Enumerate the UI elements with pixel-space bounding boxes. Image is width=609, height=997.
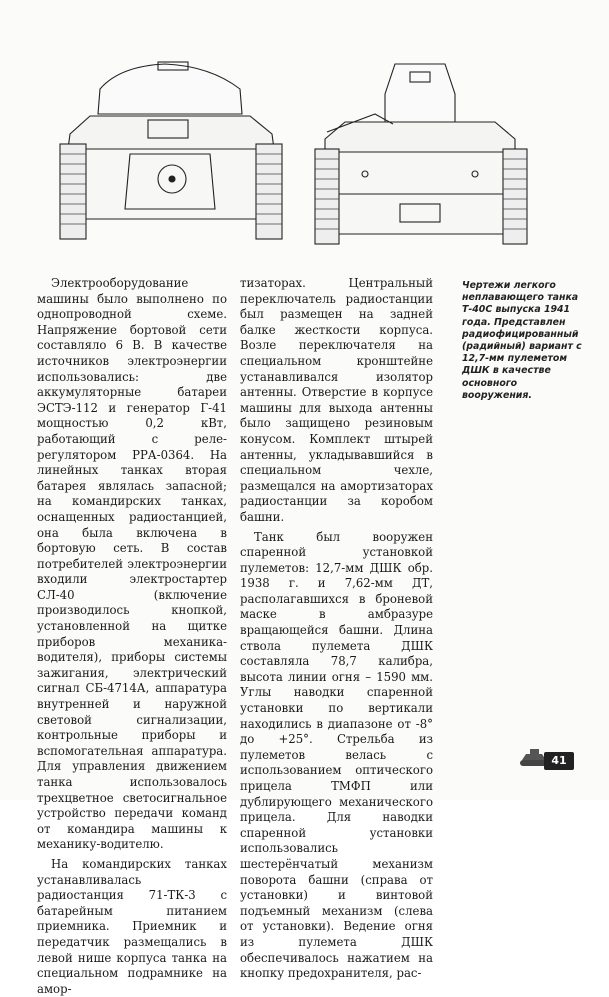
tank-front-view-drawing [60,44,290,264]
paragraph-armament: Танк был вооружен спаренной установкой пулеметов: 12,7-мм ДШК обр. 1938 г. и 7,62-мм ДТ, располагавшихся в броневой маске в амбразуре вращающейся башни. Длина ствола пулемета ДШК составляла 78,7 калибра, высота линии огня – 1590 мм. Углы наводки спаренной установки по вертикали находились в диапазоне от -8° до +25°. Стрельба из пулеметов велась с использованием оптического прицела ТМФП или дублирующего механического прицела. Для наводки спаренной установки использовались шестерёнчатый механизм поворота башни (справа от установки) и винтовой подъемный механизм (слева от установки). Ведение огня из пулемета ДШК обеспечивалось нажатием на кнопку предохранителя, рас- [240,529,433,981]
paragraph-radio: На командирских танках устанавливалась радиостанция 71-ТК-3 с батарейным питанием приемника. Приемник и передатчик размещались в левой нише корпуса танка на специальном подрамнике на амор- [37,856,227,996]
text-column-middle [240,276,433,982]
page-number: 41 [544,752,574,770]
tank-rear-view-drawing [305,44,535,264]
paragraph-electrical: Электрооборудование машины было выполнено по однопроводной схеме. Напряжение бортовой сети составляло 6 В. В качестве источников электроэнергии использовались: две аккумуляторные батареи ЭСТЭ-112 и генератор Г-41 мощностью 0,2 кВт, работающий с реле-регулятором РРА-0364. На линейных танках вторая батарея являлась запасной; на командирских танках, оснащенных радиостанцией, она была включена в бортовую сеть. В состав потребителей электроэнергии входили электростартер СЛ-40 (включение производилось кнопкой, установленной на щитке приборов механика-водителя), приборы системы зажигания, электрический сигнал СБ-4714А, аппаратура внутренней и наружной световой сигнализации, контрольные приборы и вспомогательная аппаратура. Для управления движением танка использовалось трехцветное светосигнальное устройство передачи команд от командира машины к механику-водителю. [37,276,227,852]
text-column-left [37,276,227,997]
figure-caption: Чертежи легкого неплавающего танка Т-40С выпуска 1941 года. Представлен радиофицированный (радийный) вариант с 12,7-мм пулеметом ДШК в качестве основного вооружения. [462,280,582,401]
paragraph-radio-continued: тизаторах. Центральный переключатель радиостанции был размещен на задней балке жесткости корпуса. Возле переключателя на специальном кронштейне устанавливался изолятор антенны. Отверстие в корпусе машины для выхода антенны было защищено резиновым конусом. Комплект штырей антенны, укладывавшийся в специальном чехле, размещался на амортизаторах радиостанции за коробом башни. [240,276,433,524]
